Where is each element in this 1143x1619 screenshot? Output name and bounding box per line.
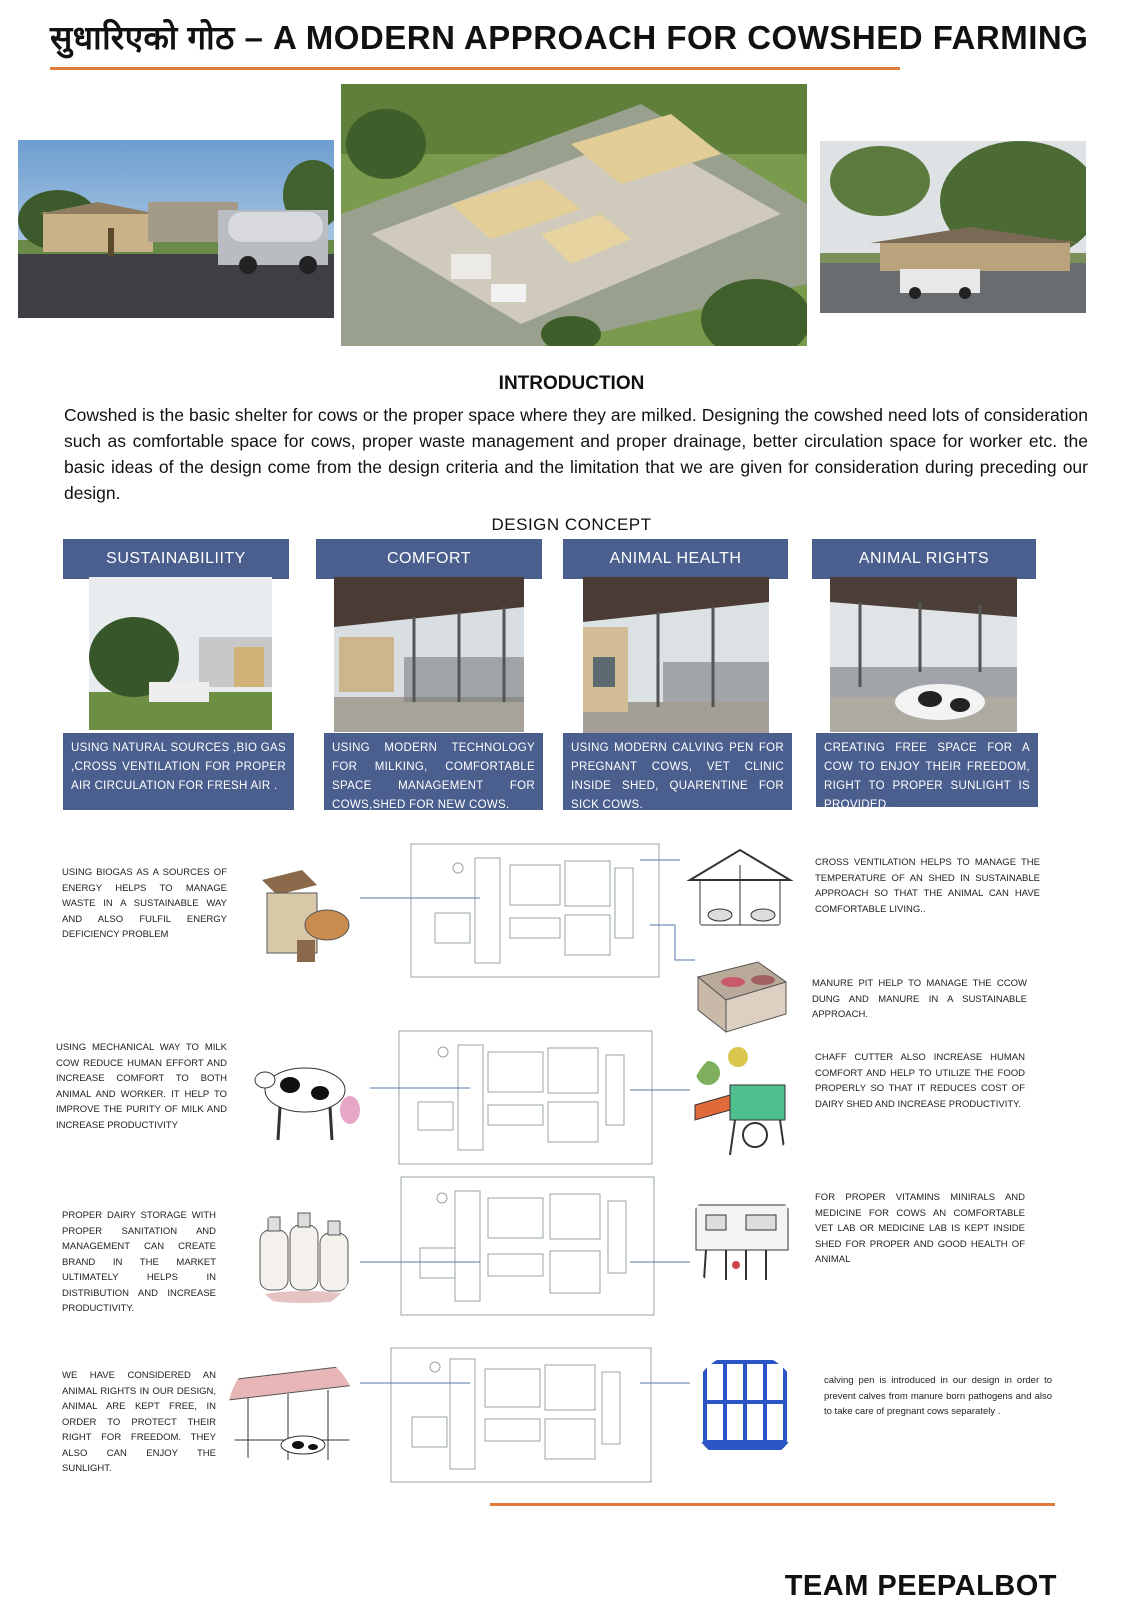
introduction-text: Cowshed is the basic shelter for cows or the proper space where they are milked. Designing the cowshed need lots of consideration such as comfortable space for cows, proper waste management and proper drainage, better circulation space for worker etc. the basic ideas of the design come from the design criteria and the limitation that we are given for consideration during preceding our design. xyxy=(64,405,1088,503)
animal-rights-note: WE HAVE CONSIDERED AN ANIMAL RIGHTS IN OUR DESIGN, ANIMAL ARE KEPT FREE, IN ORDER TO PROTECT THEIR RIGHT FOR FREEDOM. THEY ALSO CAN ENJOY THE SUNLIGHT. xyxy=(62,1370,216,1474)
concept-card-description: USING MODERN CALVING PEN FOR PREGNANT COWS, VET CLINIC INSIDE SHED, QUARENTINE FOR SICK COWS. xyxy=(563,733,792,810)
manure-pit-sketch xyxy=(688,942,796,1045)
vet-lab-note: FOR PROPER VITAMINS MINIRALS AND MEDICINE FOR COWS AN COMFORTABLE VET LAB OR MEDICINE LAB IS KEPT INSIDE SHED FOR PROPER AND GOOD HEALTH OF ANIMAL xyxy=(815,1192,1025,1265)
introduction-heading: INTRODUCTION xyxy=(498,373,645,394)
concept-card-title: ANIMAL HEALTH xyxy=(563,539,788,579)
calving-pen-note: calving pen is introduced in our design in order to prevent calves from manure born pathogens and also to take care of pregnant cows separately . xyxy=(824,1375,1052,1417)
animal-health-render xyxy=(583,577,769,733)
photo-side-render xyxy=(820,141,1086,313)
photo-aerial-render xyxy=(341,84,807,346)
cross-ventilation-sketch xyxy=(685,840,795,940)
concept-card-description: USING MODERN TECHNOLOGY FOR MILKING, COMFORTABLE SPACE MANAGEMENT FOR COWS,SHED FOR NEW COWS. xyxy=(324,733,543,810)
concept-card-title: COMFORT xyxy=(316,539,542,579)
animal-rights-sketch xyxy=(228,1350,356,1475)
concept-card-description: USING NATURAL SOURCES ,BIO GAS ,CROSS VENTILATION FOR PROPER AIR CIRCULATION FOR FRESH AIR . xyxy=(63,733,294,810)
calving-pen-sketch xyxy=(690,1352,800,1464)
floor-plan xyxy=(400,1176,655,1316)
concept-card-title: SUSTAINABILIITY xyxy=(63,539,289,579)
animal-rights-render xyxy=(830,577,1017,732)
milking-note: USING MECHANICAL WAY TO MILK COW REDUCE HUMAN EFFORT AND INCREASE COMFORT TO BOTH ANIMAL AND WORKER. IT HELP TO IMPROVE THE PURITY OF MILK AND INCREASE PRODUCTIVITY xyxy=(56,1042,227,1131)
vet-lab-sketch xyxy=(686,1185,798,1292)
chaff-cutter-note: CHAFF CUTTER ALSO INCREASE HUMAN COMFORT AND HELP TO UTILIZE THE FOOD PROPERLY SO THAT IT REDUCES COST OF DAIRY SHED AND INCREASE PRODUCTIVITY. xyxy=(815,1052,1025,1110)
dairy-storage-sketch xyxy=(250,1205,355,1310)
milking-sketch xyxy=(250,1045,368,1155)
page-title: सुधारिएको गोठ – A MODERN APPROACH FOR COWSHED FARMING xyxy=(50,19,1089,56)
manure-pit-note: MANURE PIT HELP TO MANAGE THE CCOW DUNG AND MANURE IN A SUSTAINABLE APPROACH. xyxy=(812,978,1027,1020)
biogas-note: USING BIOGAS AS A SOURCES OF ENERGY HELPS TO MANAGE WASTE IN A SUSTAINABLE WAY AND ALSO FULFIL ENERGY DEFICIENCY PROBLEM xyxy=(62,867,227,940)
biogas-sketch xyxy=(242,855,362,970)
team-name: TEAM PEEPALBOT xyxy=(784,1570,1057,1602)
concept-card-description: CREATING FREE SPACE FOR A COW TO ENJOY THEIR FREEDOM, RIGHT TO PROPER SUNLIGHT IS PROVIDED. xyxy=(816,733,1038,807)
comfort-render xyxy=(334,577,524,732)
cross-ventilation-note: CROSS VENTILATION HELPS TO MANAGE THE TEMPERATURE OF AN SHED IN SUSTAINABLE APPROACH SO THAT THE ANIMAL CAN HAVE COMFORTABLE LIVING.. xyxy=(815,857,1040,915)
sustainability-render xyxy=(89,577,272,730)
floor-plan xyxy=(410,843,660,978)
footer-line xyxy=(490,1503,1055,1506)
design-concept-heading: DESIGN CONCEPT xyxy=(491,515,652,534)
title-underline xyxy=(50,67,900,70)
floor-plan xyxy=(390,1347,652,1483)
concept-card-title: ANIMAL RIGHTS xyxy=(812,539,1036,579)
photo-entrance-render xyxy=(18,140,334,318)
floor-plan xyxy=(398,1030,653,1165)
chaff-cutter-sketch xyxy=(690,1045,802,1160)
dairy-storage-note: PROPER DAIRY STORAGE WITH PROPER SANITATION AND MANAGEMENT CAN CREATE BRAND IN THE MARKET ULTIMATELY HELPS IN DISTRIBUTION AND INCREASE PRODUCTIVITY. xyxy=(62,1210,216,1314)
